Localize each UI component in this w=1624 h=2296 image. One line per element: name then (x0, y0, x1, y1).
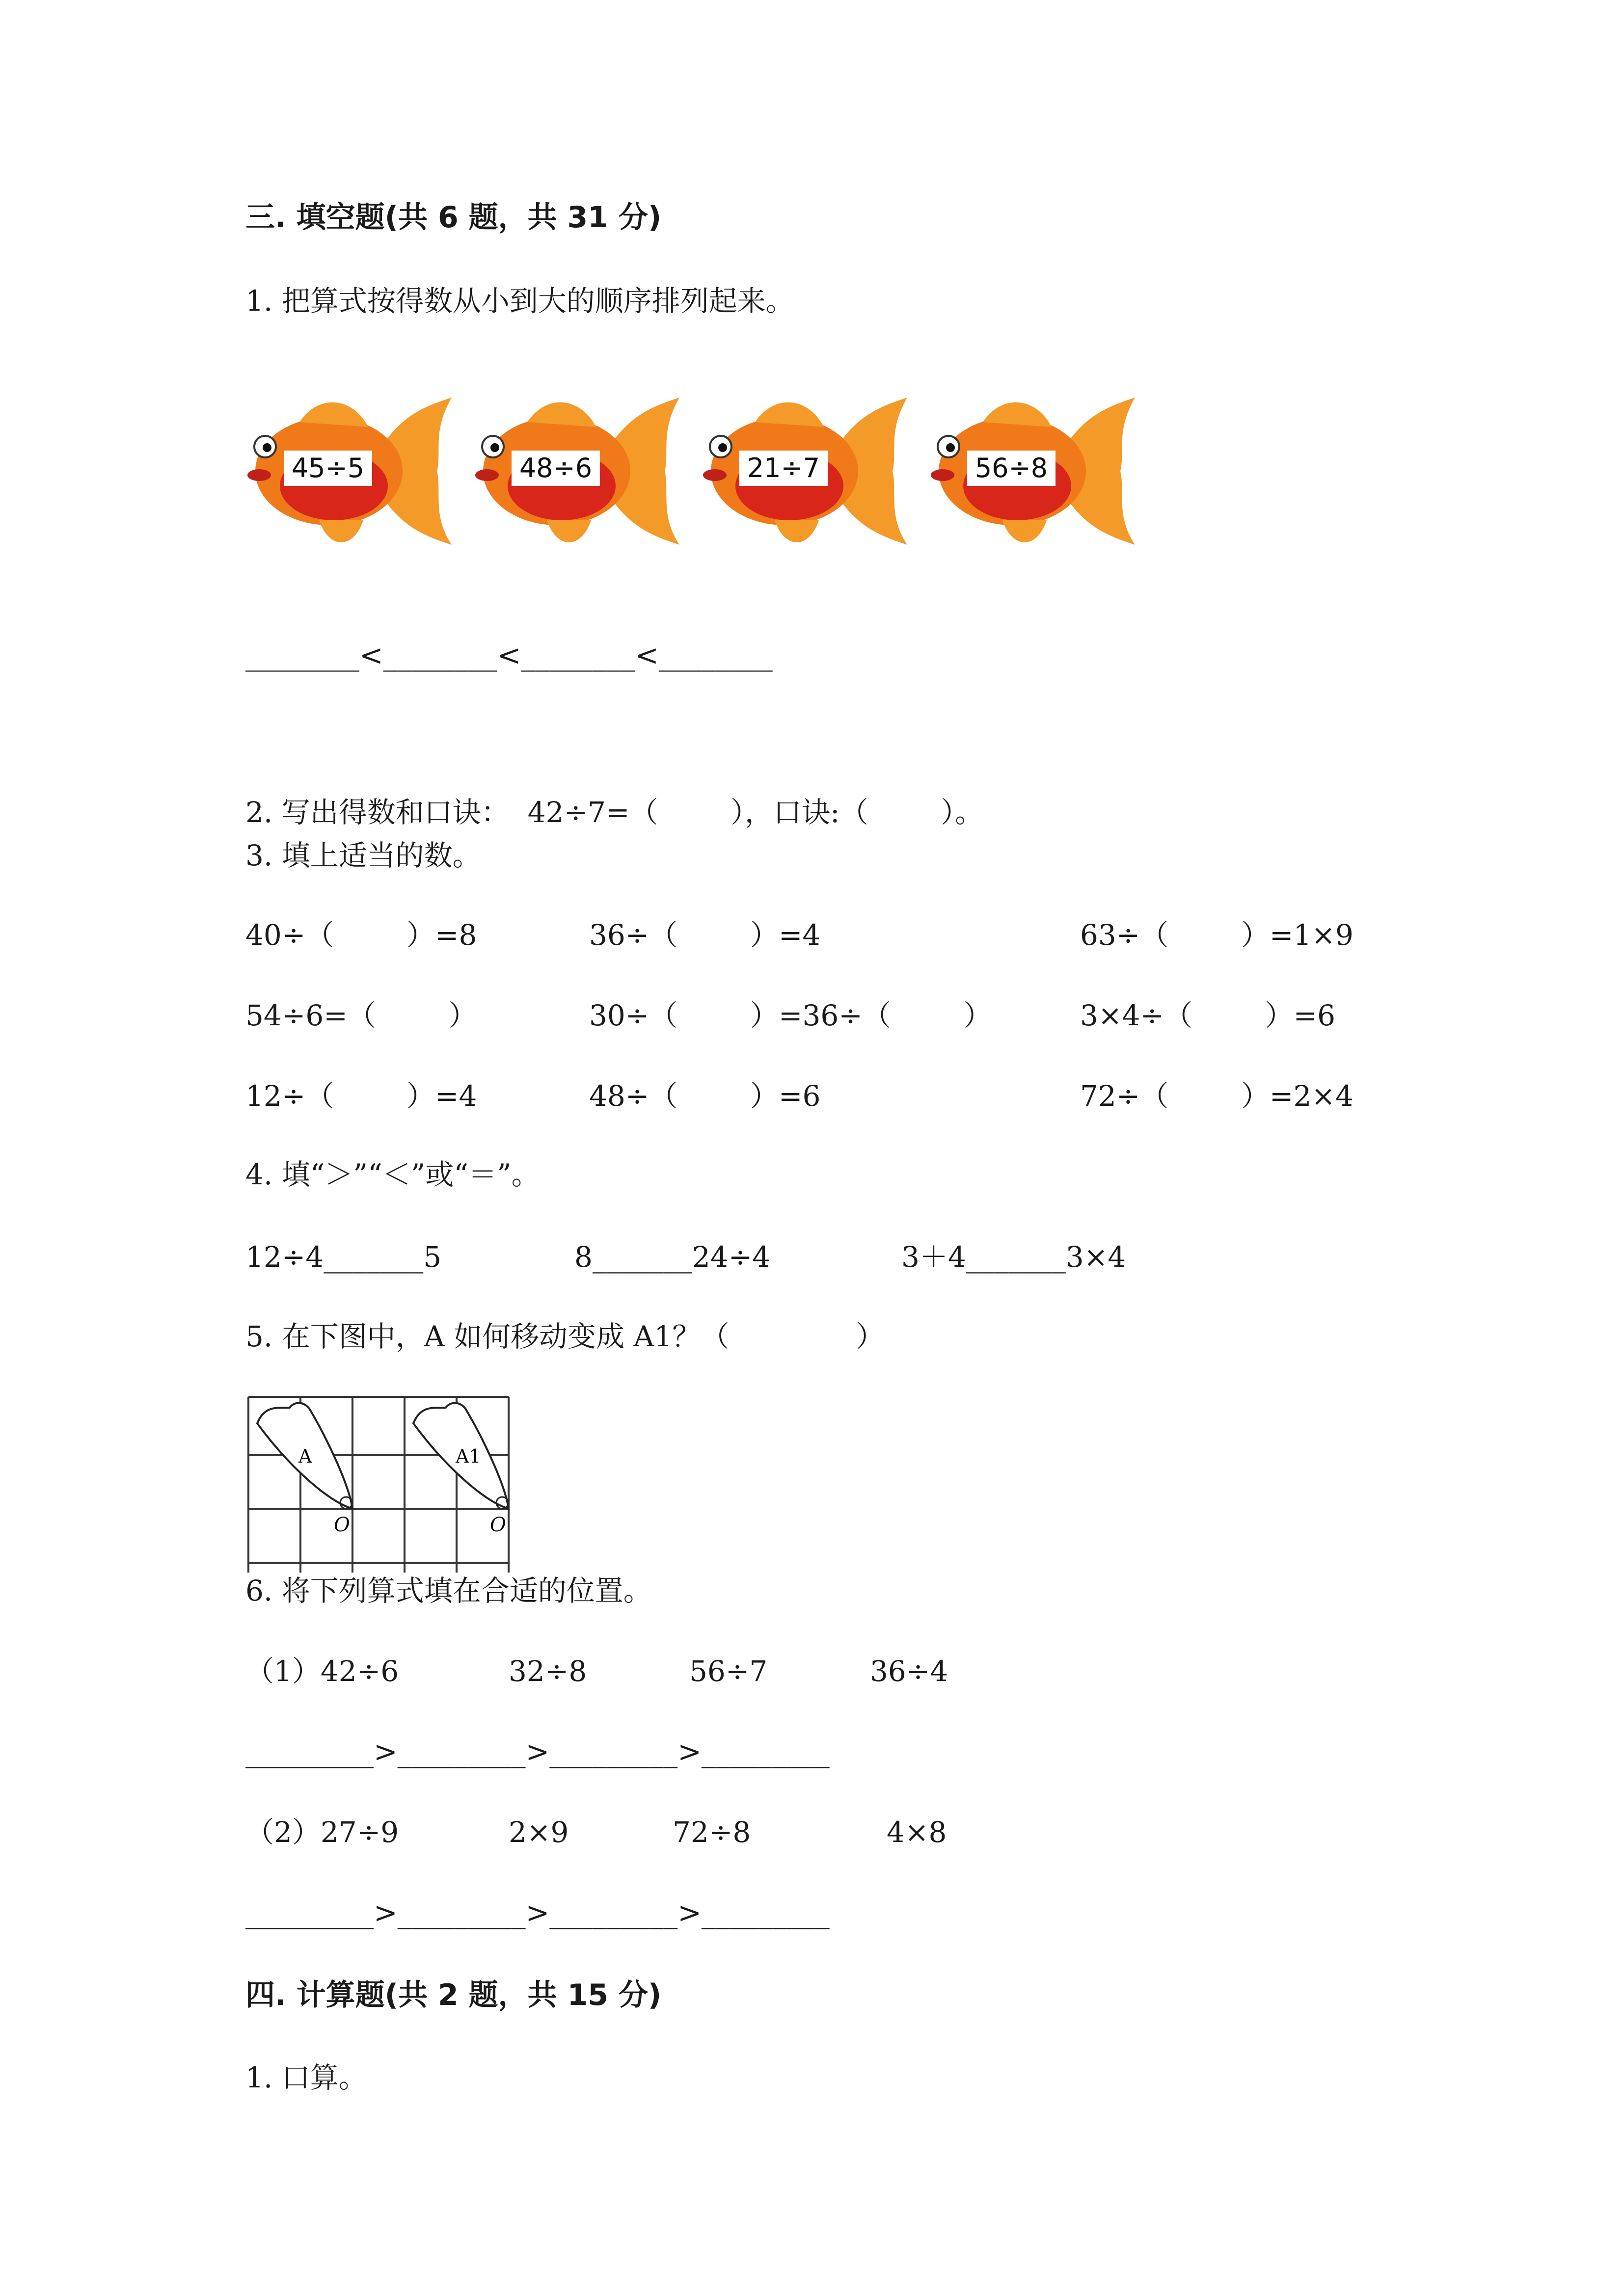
label-a1: A1 (456, 1445, 481, 1467)
q1-text: 1. 把算式按得数从小到大的顺序排列起来。 (245, 284, 794, 318)
q6-part2-answer-line[interactable]: _________>_________>_________>_________ (245, 1896, 830, 1929)
q3-item[interactable]: 3×4÷（ ）=6 (1080, 999, 1335, 1032)
q6-part1-item: 32÷8 (509, 1655, 587, 1688)
grid-diagram (245, 1394, 520, 1575)
fish-label: 56÷8 (967, 451, 1056, 486)
q5-grid-figure (245, 1394, 520, 1575)
q3-item[interactable]: 54÷6=（ ） (245, 999, 477, 1032)
fish-1 (245, 388, 452, 555)
q3-item[interactable]: 48÷（ ）=6 (589, 1079, 821, 1113)
q5-text: 5. 在下图中，A 如何移动变成 A1？（ ） (245, 1320, 885, 1353)
q3-item[interactable]: 63÷（ ）=1×9 (1080, 918, 1353, 952)
q6-part2-item: 2×9 (509, 1815, 569, 1849)
q6-text: 6. 将下列算式填在合适的位置。 (245, 1574, 652, 1607)
q6-part2-item: 72÷8 (673, 1815, 751, 1849)
section4-q1-text: 1. 口算。 (245, 2061, 367, 2094)
fish-3 (701, 388, 907, 555)
fish-label: 45÷5 (284, 451, 372, 486)
fish-label: 21÷7 (739, 451, 828, 486)
label-o: O (490, 1514, 506, 1536)
q2-text: 2. 写出得数和口诀： 42÷7=（ ），口诀:（ ）。 (245, 796, 984, 829)
q3-text: 3. 填上适当的数。 (245, 839, 481, 872)
q6-part2-item: （2）27÷9 (245, 1815, 399, 1849)
q4-item[interactable]: 12÷4_______5 (245, 1240, 442, 1274)
q6-part1-item: 36÷4 (870, 1655, 948, 1688)
q1-answer-line[interactable]: ________<________<________<________ (245, 639, 773, 672)
q4-item[interactable]: 8_______24÷4 (574, 1240, 771, 1274)
q6-part2-item: 4×8 (887, 1815, 947, 1849)
q3-item[interactable]: 30÷（ ）=36÷（ ） (589, 999, 992, 1032)
q6-part1-item: （1）42÷6 (245, 1655, 399, 1688)
fish-label: 48÷6 (512, 451, 600, 486)
fish-2 (473, 388, 679, 555)
q3-item[interactable]: 12÷（ ）=4 (245, 1079, 477, 1113)
q3-item[interactable]: 72÷（ ）=2×4 (1080, 1079, 1353, 1113)
label-a: A (298, 1445, 312, 1467)
q3-item[interactable]: 36÷（ ）=4 (589, 918, 821, 952)
q4-item[interactable]: 3＋4_______3×4 (901, 1240, 1126, 1274)
label-o: O (334, 1514, 350, 1536)
q6-part1-item: 56÷7 (689, 1655, 768, 1688)
section-3-title: 三. 填空题(共 6 题，共 31 分) (245, 200, 662, 235)
section-4-title: 四. 计算题(共 2 题，共 15 分) (245, 1978, 662, 2012)
fish-4 (929, 388, 1135, 555)
q3-item[interactable]: 40÷（ ）=8 (245, 918, 477, 952)
q6-part1-answer-line[interactable]: _________>_________>_________>_________ (245, 1735, 830, 1768)
q4-text: 4. 填“＞”“＜”或“＝”。 (245, 1158, 540, 1191)
